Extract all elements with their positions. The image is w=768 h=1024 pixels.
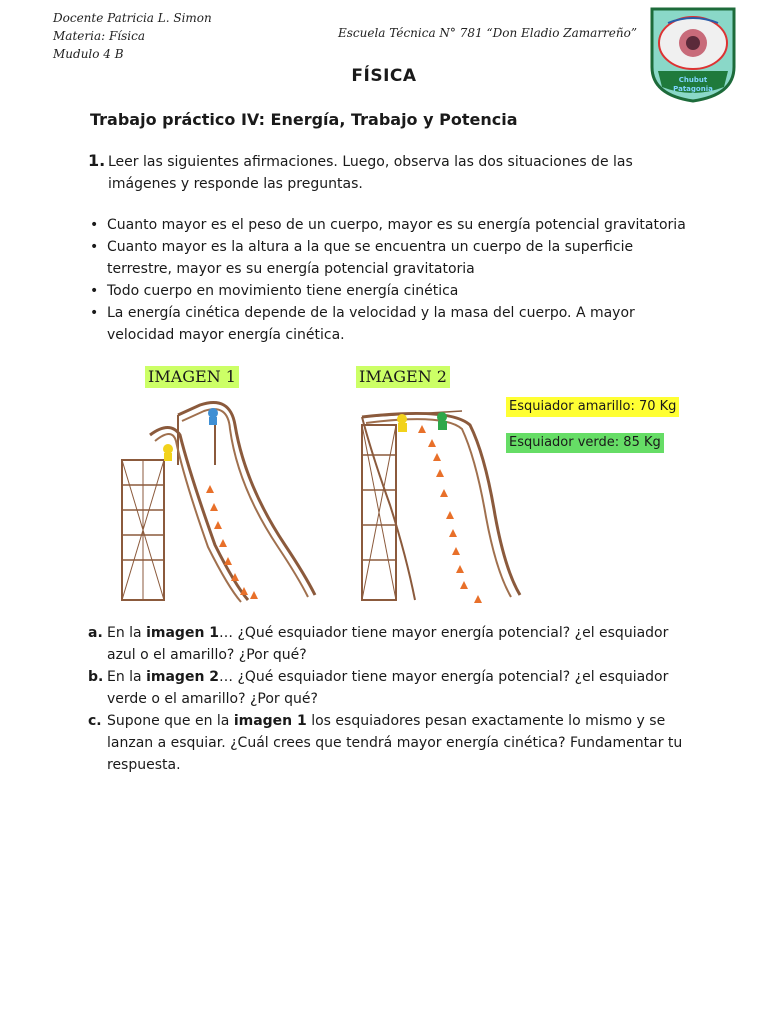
question-emphasis: imagen 1 [146,625,220,641]
statement-item: • Todo cuerpo en movimiento tiene energía cinética [88,280,698,302]
page-title: FÍSICA [351,66,417,86]
question-text: los esquiadores pesan exactamente lo mismo y se lanzan a esquiar. ¿Cuál crees que tendrá mayor energía cinética? Fundamentar tu respuesta. [107,713,683,773]
question-1-line1: Leer las siguientes afirmaciones. Luego, observa las dos situaciones de las [108,154,633,170]
questions-list [88,622,698,776]
question-text: Supone que en la [107,713,234,729]
school-crest-logo [646,5,740,103]
blue-skier [208,408,218,418]
yellow-skier [163,444,173,454]
yellow-skier-note: Esquiador amarillo: 70 Kg [506,397,679,417]
question-marker: c. [88,713,102,729]
header-info [53,9,212,63]
ski-ramp-1 [122,403,315,603]
image-2-label: IMAGEN 2 [356,366,450,388]
school-name: Escuela Técnica N° 781 “Don Eladio Zamarreño” [338,26,637,40]
question-emphasis: imagen 1 [233,713,307,729]
question-text: En la [107,669,147,685]
svg-text:Chubut: Chubut [678,76,708,84]
image-1-label: IMAGEN 1 [145,366,239,388]
svg-text:Patagonia: Patagonia [673,85,713,93]
question-text: … ¿Qué esquiador tiene mayor energía potencial? ¿el esquiador verde o el amarillo? ¿Por qué? [107,669,669,707]
green-skier [437,412,447,422]
statement-item: • La energía cinética depende de la velocidad y la masa del cuerpo. A mayor velocidad mayor energía cinética. [88,302,698,346]
question-emphasis: imagen 2 [146,669,220,685]
question-marker: b. [88,669,104,685]
green-skier-note: Esquiador verde: 85 Kg [506,433,664,453]
question-marker: a. [88,625,103,641]
statement-item: • Cuanto mayor es la altura a la que se encuentra un cuerpo de la superficie terrestre, mayor es su energía potencial gravitatoria [88,236,698,280]
ski-ramp-2 [362,411,520,603]
question-1-line2: imágenes y responde las preguntas. [108,176,363,192]
question-number: 1. [88,151,106,170]
question-a [88,622,698,666]
subject-name: Materia: Física [53,29,145,43]
ski-jump-illustration [110,395,550,610]
module-name: Mudulo 4 B [53,47,124,61]
statement-item: • Cuanto mayor es el peso de un cuerpo, mayor es su energía potencial gravitatoria [88,214,698,236]
teacher-name: Docente Patricia L. Simon [53,11,212,25]
question-b [88,666,698,710]
yellow-skier-2 [397,414,407,424]
assignment-title: Trabajo práctico IV: Energía, Trabajo y Potencia [90,110,518,129]
statements-list [88,214,698,346]
question-1 [88,150,688,195]
question-text: En la [107,625,147,641]
question-text: … ¿Qué esquiador tiene mayor energía potencial? ¿el esquiador azul o el amarillo? ¿Por qué? [107,625,669,663]
question-c [88,710,698,776]
